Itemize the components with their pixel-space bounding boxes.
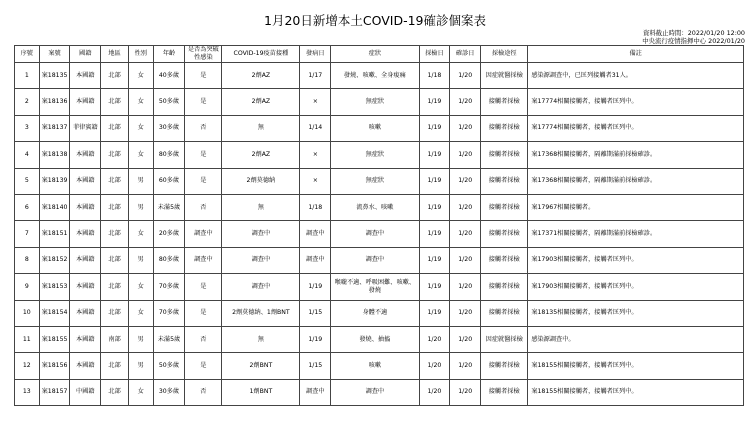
cell-confirm-date: 1/20 (450, 115, 481, 141)
cell-onset: 1/14 (300, 115, 331, 141)
cell-age: 50多歲 (153, 353, 185, 379)
table-row (15, 353, 744, 379)
cell-notes: 案17903相關接觸者，接觸者匡列中。 (528, 247, 744, 273)
cell-vaccine: 調查中 (222, 274, 300, 300)
cell-nationality: 本國籍 (70, 89, 101, 115)
cell-index: 7 (15, 221, 40, 247)
cell-breakthrough: 是 (185, 63, 222, 89)
cell-breakthrough: 否 (185, 115, 222, 141)
cell-test-date: 1/18 (419, 63, 450, 89)
report-title: 1月20日新增本土COVID-19確診個案表 (264, 13, 486, 28)
cell-vaccine: 2劑莫德納、1劑BNT (222, 300, 300, 326)
table-row (15, 63, 744, 89)
cell-case-no: 案18156 (39, 353, 70, 379)
cell-test-date: 1/19 (419, 115, 450, 141)
cell-confirm-date: 1/20 (450, 353, 481, 379)
cell-sex: 男 (128, 353, 153, 379)
cell-nationality: 本國籍 (70, 353, 101, 379)
cell-sex: 男 (128, 168, 153, 194)
cell-index: 5 (15, 168, 40, 194)
cell-case-no: 案18152 (39, 247, 70, 273)
cell-age: 未滿5歲 (153, 194, 185, 220)
cell-region: 北部 (101, 379, 129, 405)
cell-notes: 案17967相關接觸者。 (528, 194, 744, 220)
cell-symptoms: 調查中 (331, 221, 419, 247)
cell-confirm-date: 1/20 (450, 247, 481, 273)
cell-breakthrough: 調查中 (185, 247, 222, 273)
cell-region: 北部 (101, 168, 129, 194)
cell-case-no: 案18153 (39, 274, 70, 300)
cell-sex: 男 (128, 194, 153, 220)
cell-vaccine: 無 (222, 115, 300, 141)
cell-age: 40多歲 (153, 63, 185, 89)
cell-nationality: 中國籍 (70, 379, 101, 405)
cell-breakthrough: 是 (185, 142, 222, 168)
cell-region: 北部 (101, 221, 129, 247)
cell-case-no: 案18139 (39, 168, 70, 194)
cell-index: 2 (15, 89, 40, 115)
cell-index: 13 (15, 379, 40, 405)
report-meta (642, 29, 745, 45)
table-row (15, 168, 744, 194)
table-row (15, 221, 744, 247)
cell-age: 80多歲 (153, 142, 185, 168)
cell-age: 50多歲 (153, 89, 185, 115)
cell-test-route: 接觸者採檢 (481, 221, 528, 247)
cell-index: 6 (15, 194, 40, 220)
cell-region: 北部 (101, 300, 129, 326)
cell-region: 北部 (101, 247, 129, 273)
cell-age: 未滿5歲 (153, 326, 185, 352)
cell-sex: 女 (128, 142, 153, 168)
cell-test-route: 接觸者採檢 (481, 115, 528, 141)
col-header-test-date: 採檢日 (419, 46, 450, 63)
cell-region: 北部 (101, 353, 129, 379)
cell-case-no: 案18157 (39, 379, 70, 405)
cell-nationality: 本國籍 (70, 221, 101, 247)
cell-onset: 調查中 (300, 247, 331, 273)
header-row (15, 46, 744, 63)
cell-sex: 女 (128, 221, 153, 247)
col-header-symptoms: 症狀 (331, 46, 419, 63)
cell-region: 南部 (101, 326, 129, 352)
cell-index: 9 (15, 274, 40, 300)
table-row (15, 89, 744, 115)
cell-vaccine: 2劑AZ (222, 89, 300, 115)
cell-symptoms: 身體不適 (331, 300, 419, 326)
cell-test-route: 接觸者採檢 (481, 353, 528, 379)
cell-symptoms: 無症狀 (331, 168, 419, 194)
cell-test-date: 1/19 (419, 221, 450, 247)
cell-sex: 男 (128, 247, 153, 273)
cell-notes: 案17368相關接觸者，隔離期滿前採檢確診。 (528, 168, 744, 194)
cell-breakthrough: 否 (185, 194, 222, 220)
cell-notes: 案18155相關接觸者，接觸者匡列中。 (528, 379, 744, 405)
cell-onset: 1/19 (300, 326, 331, 352)
cell-case-no: 案18151 (39, 221, 70, 247)
cell-test-route: 因症就醫採檢 (481, 63, 528, 89)
cell-onset: × (300, 89, 331, 115)
cell-region: 北部 (101, 142, 129, 168)
cell-nationality: 本國籍 (70, 142, 101, 168)
cell-case-no: 案18135 (39, 63, 70, 89)
cell-vaccine: 調查中 (222, 221, 300, 247)
cell-vaccine: 調查中 (222, 247, 300, 273)
cell-symptoms: 流鼻水、咳嗽 (331, 194, 419, 220)
cell-region: 北部 (101, 274, 129, 300)
cell-test-date: 1/19 (419, 274, 450, 300)
cell-index: 1 (15, 63, 40, 89)
cell-test-route: 因症就醫採檢 (481, 326, 528, 352)
cell-test-route: 接觸者採檢 (481, 379, 528, 405)
col-header-vaccine: COVID-19疫苗接種 (222, 46, 300, 63)
col-header-region: 地區 (101, 46, 129, 63)
cell-notes: 案17903相關接觸者，接觸者匡列中。 (528, 274, 744, 300)
cell-index: 4 (15, 142, 40, 168)
table-row (15, 300, 744, 326)
cell-age: 80多歲 (153, 247, 185, 273)
cell-age: 30多歲 (153, 379, 185, 405)
col-header-age: 年齡 (153, 46, 185, 63)
cell-confirm-date: 1/20 (450, 379, 481, 405)
cell-test-date: 1/19 (419, 142, 450, 168)
cell-index: 11 (15, 326, 40, 352)
cell-confirm-date: 1/20 (450, 168, 481, 194)
cell-test-route: 接觸者採檢 (481, 194, 528, 220)
cell-age: 20多歲 (153, 221, 185, 247)
cell-region: 北部 (101, 89, 129, 115)
table-row (15, 115, 744, 141)
table-row (15, 326, 744, 352)
cell-onset: × (300, 168, 331, 194)
cell-confirm-date: 1/20 (450, 221, 481, 247)
cell-test-date: 1/19 (419, 168, 450, 194)
cell-symptoms: 咳嗽 (331, 115, 419, 141)
cell-nationality: 菲律賓籍 (70, 115, 101, 141)
cell-age: 60多歲 (153, 168, 185, 194)
cell-nationality: 本國籍 (70, 168, 101, 194)
col-header-sex: 性別 (128, 46, 153, 63)
col-header-onset: 發病日 (300, 46, 331, 63)
cell-test-date: 1/19 (419, 247, 450, 273)
cell-notes: 案18135相關接觸者，接觸者匡列中。 (528, 300, 744, 326)
cell-notes: 案17371相關接觸者，隔離期滿前採檢確診。 (528, 221, 744, 247)
table-row (15, 142, 744, 168)
cell-region: 北部 (101, 63, 129, 89)
cell-case-no: 案18140 (39, 194, 70, 220)
cell-onset: × (300, 142, 331, 168)
cell-onset: 1/18 (300, 194, 331, 220)
cell-region: 北部 (101, 115, 129, 141)
cell-test-date: 1/19 (419, 89, 450, 115)
cell-symptoms: 調查中 (331, 379, 419, 405)
cell-vaccine: 2劑AZ (222, 142, 300, 168)
cell-breakthrough: 是 (185, 168, 222, 194)
cell-onset: 1/15 (300, 353, 331, 379)
cell-region: 北部 (101, 194, 129, 220)
cell-vaccine: 2劑BNT (222, 353, 300, 379)
cell-test-date: 1/20 (419, 379, 450, 405)
cell-symptoms: 無症狀 (331, 142, 419, 168)
cell-case-no: 案18138 (39, 142, 70, 168)
cell-age: 30多歲 (153, 115, 185, 141)
cell-test-route: 接觸者採檢 (481, 274, 528, 300)
cell-notes: 感染源調查中，已匡列接觸者31人。 (528, 63, 744, 89)
cell-test-date: 1/20 (419, 353, 450, 379)
cell-sex: 女 (128, 89, 153, 115)
col-header-index: 序號 (15, 46, 40, 63)
cell-sex: 男 (128, 326, 153, 352)
cell-notes: 案17774相關接觸者，接觸者匡列中。 (528, 115, 744, 141)
cell-test-route: 接觸者採檢 (481, 89, 528, 115)
cell-vaccine: 2劑AZ (222, 63, 300, 89)
cell-nationality: 本國籍 (70, 326, 101, 352)
cell-notes: 案18155相關接觸者，接觸者匡列中。 (528, 353, 744, 379)
col-header-nationality: 國籍 (70, 46, 101, 63)
cell-notes: 案17368相關接觸者，隔離期滿前採檢確診。 (528, 142, 744, 168)
cell-case-no: 案18155 (39, 326, 70, 352)
cell-breakthrough: 是 (185, 300, 222, 326)
cell-symptoms: 調查中 (331, 247, 419, 273)
cell-age: 70多歲 (153, 300, 185, 326)
cell-test-date: 1/19 (419, 194, 450, 220)
cell-test-date: 1/19 (419, 300, 450, 326)
cell-confirm-date: 1/20 (450, 274, 481, 300)
cell-nationality: 本國籍 (70, 274, 101, 300)
cell-vaccine: 無 (222, 194, 300, 220)
cell-index: 3 (15, 115, 40, 141)
cell-index: 10 (15, 300, 40, 326)
cell-test-route: 接觸者採檢 (481, 142, 528, 168)
cell-age: 70多歲 (153, 274, 185, 300)
cell-breakthrough: 否 (185, 379, 222, 405)
cell-case-no: 案18154 (39, 300, 70, 326)
cell-nationality: 本國籍 (70, 300, 101, 326)
cell-breakthrough: 是 (185, 274, 222, 300)
cell-breakthrough: 否 (185, 326, 222, 352)
cell-onset: 1/17 (300, 63, 331, 89)
cell-vaccine: 2劑莫德納 (222, 168, 300, 194)
cell-symptoms: 咳嗽 (331, 353, 419, 379)
table-row (15, 247, 744, 273)
col-header-confirm-date: 確診日 (450, 46, 481, 63)
cell-test-route: 接觸者採檢 (481, 300, 528, 326)
col-header-breakthrough: 是否為突破性感染 (185, 46, 222, 63)
cell-test-route: 接觸者採檢 (481, 247, 528, 273)
cell-onset: 1/19 (300, 274, 331, 300)
cell-index: 12 (15, 353, 40, 379)
cell-sex: 女 (128, 63, 153, 89)
cell-nationality: 本國籍 (70, 194, 101, 220)
cell-sex: 女 (128, 115, 153, 141)
cell-onset: 1/15 (300, 300, 331, 326)
cell-symptoms: 無症狀 (331, 89, 419, 115)
update-time: 資料截止時間：2022/01/20 12:00 (642, 29, 745, 37)
cell-vaccine: 無 (222, 326, 300, 352)
col-header-notes: 備註 (528, 46, 744, 63)
cell-symptoms: 發燒、抽搐 (331, 326, 419, 352)
cell-symptoms: 喉嚨不適、呼吸困難、咳嗽、發燒 (331, 274, 419, 300)
cell-confirm-date: 1/20 (450, 89, 481, 115)
cell-confirm-date: 1/20 (450, 326, 481, 352)
cell-breakthrough: 調查中 (185, 221, 222, 247)
cell-sex: 女 (128, 300, 153, 326)
cell-confirm-date: 1/20 (450, 300, 481, 326)
source-line: 中央流行疫情指揮中心 2022/01/20 (642, 37, 745, 45)
cell-test-route: 接觸者採檢 (481, 168, 528, 194)
cell-confirm-date: 1/20 (450, 194, 481, 220)
cell-vaccine: 1劑BNT (222, 379, 300, 405)
cell-notes: 感染源調查中。 (528, 326, 744, 352)
cell-case-no: 案18137 (39, 115, 70, 141)
col-header-test-route: 採檢途徑 (481, 46, 528, 63)
table-row (15, 274, 744, 300)
cell-notes: 案17774相關接觸者，接觸者匡列中。 (528, 89, 744, 115)
case-table (14, 45, 744, 406)
cell-sex: 女 (128, 379, 153, 405)
cell-onset: 調查中 (300, 379, 331, 405)
cell-nationality: 本國籍 (70, 247, 101, 273)
table-row (15, 379, 744, 405)
cell-breakthrough: 是 (185, 353, 222, 379)
cell-symptoms: 發燒、咳嗽、全身痠痛 (331, 63, 419, 89)
col-header-case-no: 案號 (39, 46, 70, 63)
cell-confirm-date: 1/20 (450, 63, 481, 89)
cell-confirm-date: 1/20 (450, 142, 481, 168)
cell-breakthrough: 是 (185, 89, 222, 115)
cell-sex: 女 (128, 274, 153, 300)
cell-case-no: 案18136 (39, 89, 70, 115)
case-table-body (15, 63, 744, 406)
cell-test-date: 1/20 (419, 326, 450, 352)
cell-index: 8 (15, 247, 40, 273)
table-row (15, 194, 744, 220)
cell-nationality: 本國籍 (70, 63, 101, 89)
cell-onset: 調查中 (300, 221, 331, 247)
